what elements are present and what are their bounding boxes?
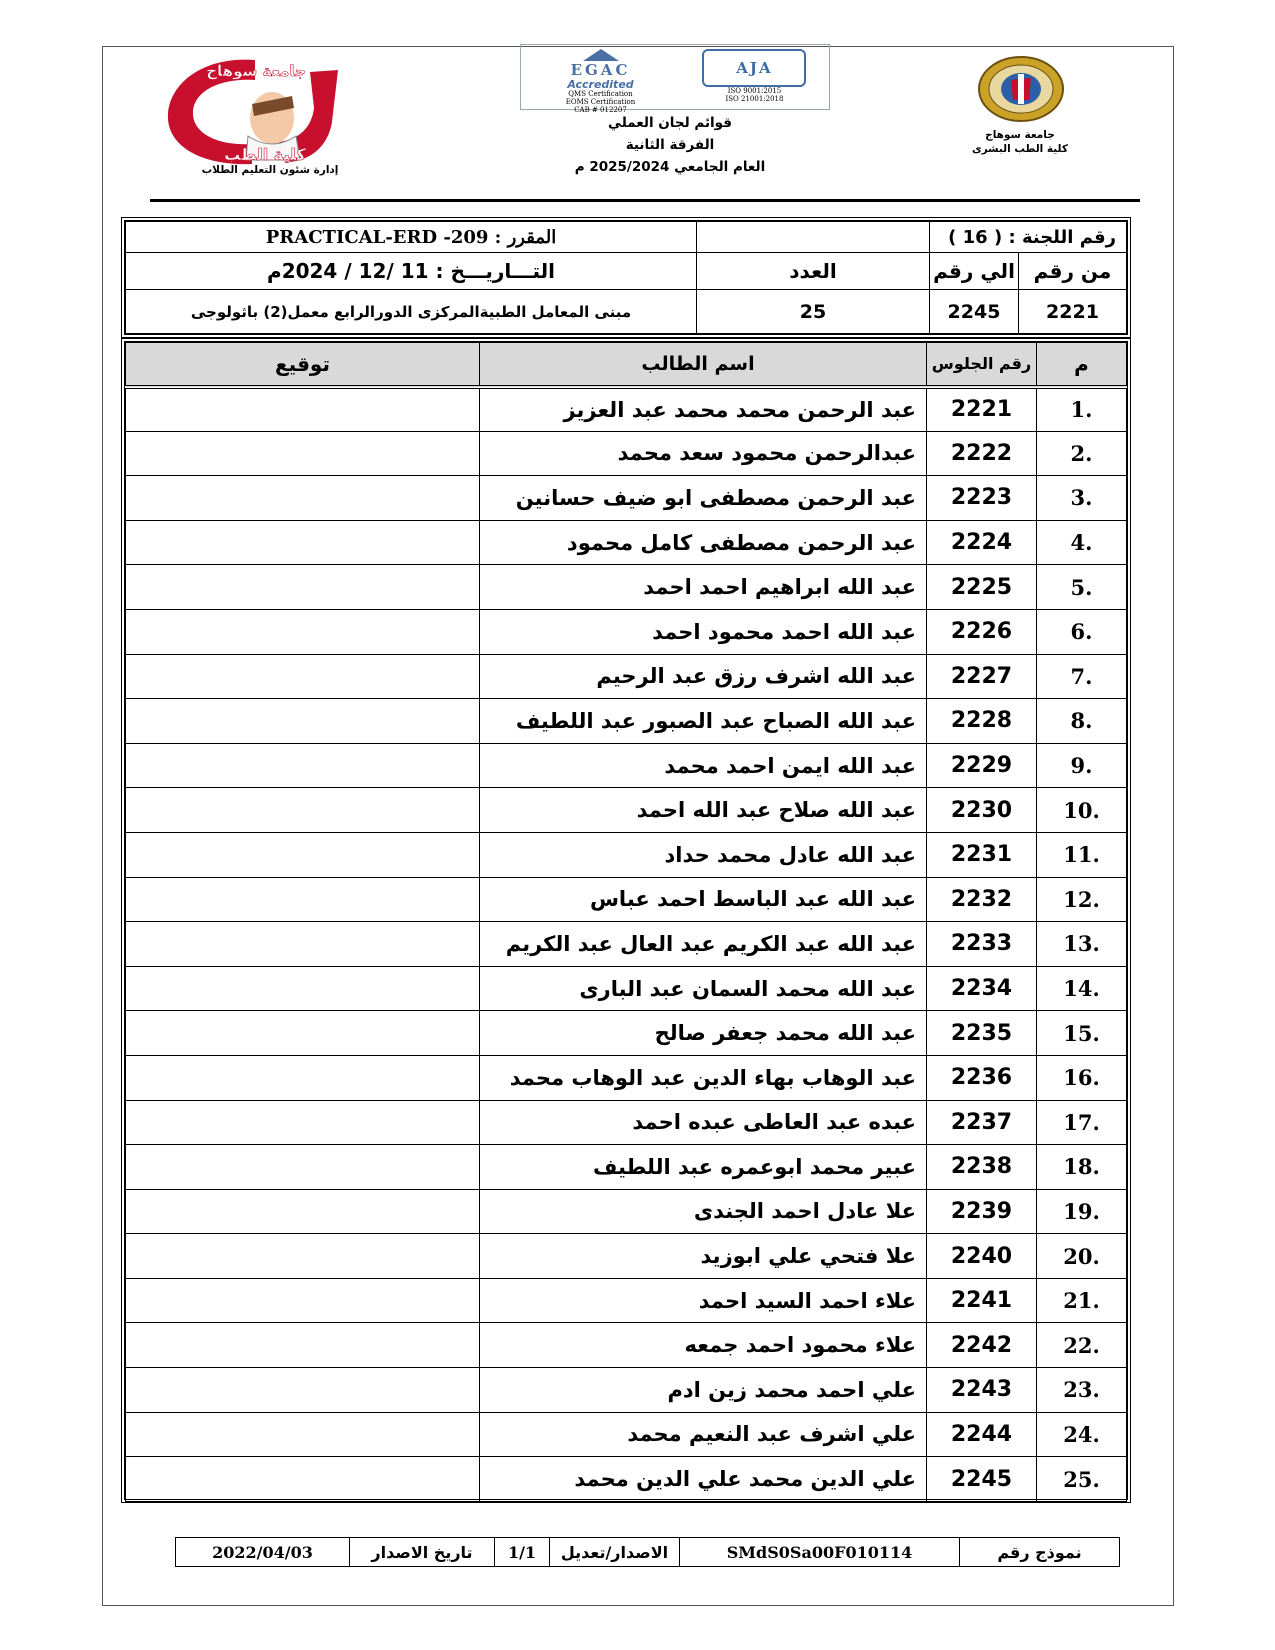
issue-date-value: 2022/04/03 [176, 1538, 350, 1567]
student-name: علي الدين محمد علي الدين محمد [480, 1457, 927, 1502]
to-number-value: 2245 [930, 290, 1019, 334]
row-index: .20 [1037, 1234, 1127, 1279]
row-index: .25 [1037, 1457, 1127, 1502]
seat-number: 2240 [927, 1234, 1037, 1279]
col-header-name: اسم الطالب [480, 343, 927, 387]
signature-cell[interactable] [126, 565, 480, 610]
aja-line1: ISO 9001:2015 [727, 87, 782, 95]
right-sub-line2: كلية الطب البشرى [972, 143, 1068, 155]
seat-number: 2229 [927, 743, 1037, 788]
student-name: عبد الرحمن محمد محمد عبد العزيز [480, 387, 927, 432]
row-index: .14 [1037, 966, 1127, 1011]
student-name: علي اشرف عبد النعيم محمد [480, 1412, 927, 1457]
row-index: .21 [1037, 1278, 1127, 1323]
student-name: عبير محمد ابوعمره عبد اللطيف [480, 1145, 927, 1190]
signature-cell[interactable] [126, 387, 480, 432]
signature-cell[interactable] [126, 743, 480, 788]
egac-line2: EOMS Certification [565, 98, 636, 106]
signature-cell[interactable] [126, 1234, 480, 1279]
committee-info [121, 217, 1131, 338]
version-label: الاصدار/تعديل [550, 1538, 680, 1567]
signature-cell[interactable] [126, 1457, 480, 1502]
table-row [126, 1278, 1127, 1323]
row-index: .13 [1037, 922, 1127, 967]
table-row [126, 966, 1127, 1011]
table-row [126, 699, 1127, 744]
row-index: .11 [1037, 832, 1127, 877]
table-row [126, 1412, 1127, 1457]
seat-number: 2244 [927, 1412, 1037, 1457]
left-subtitle: إدارة شئون التعليم الطلاب [201, 164, 339, 176]
from-number-label: من رقم [1019, 253, 1127, 290]
student-name: علا عادل احمد الجندى [480, 1189, 927, 1234]
exam-location: مبنى المعامل الطبيةالمركزى الدورالرابع معمل(2) باثولوجى [126, 290, 697, 334]
signature-cell[interactable] [126, 1145, 480, 1190]
egac-line1: QMS Certification [568, 90, 633, 98]
egac-line3: CAB # 012207 [574, 106, 627, 114]
seat-number: 2224 [927, 520, 1037, 565]
seat-number: 2236 [927, 1055, 1037, 1100]
table-row [126, 877, 1127, 922]
to-number-label: الي رقم [930, 253, 1019, 290]
student-name: عبد الله صلاح عبد الله احمد [480, 788, 927, 833]
aja-line2: ISO 21001:2018 [725, 95, 784, 103]
seat-number: 2221 [927, 387, 1037, 432]
version-value: 1/1 [495, 1538, 550, 1567]
row-index: .8 [1037, 699, 1127, 744]
document-footer [175, 1537, 1120, 1567]
row-index: .7 [1037, 654, 1127, 699]
table-row [126, 1100, 1127, 1145]
committee-number: رقم اللجنة : ( 16 ) [930, 222, 1127, 253]
student-name: عبده عبد العاطى عبده احمد [480, 1100, 927, 1145]
row-index: .10 [1037, 788, 1127, 833]
row-index: .4 [1037, 520, 1127, 565]
signature-cell[interactable] [126, 922, 480, 967]
signature-cell[interactable] [126, 1100, 480, 1145]
row-index: .9 [1037, 743, 1127, 788]
seat-number: 2231 [927, 832, 1037, 877]
form-number-value: SMdS0Sa00F010114 [680, 1538, 960, 1567]
signature-cell[interactable] [126, 1323, 480, 1368]
row-index: .2 [1037, 431, 1127, 476]
egac-badge [521, 45, 680, 114]
heading-line3: العام الجامعي 2025/2024 م [574, 159, 766, 175]
table-row [126, 1368, 1127, 1413]
egac-pyramid-icon [581, 48, 621, 62]
col-header-signature: توقيع [126, 343, 480, 387]
student-name: علاء محمود احمد جمعه [480, 1323, 927, 1368]
signature-cell[interactable] [126, 1011, 480, 1056]
table-row [126, 1457, 1127, 1502]
header-divider [150, 199, 1140, 202]
row-index: .18 [1037, 1145, 1127, 1190]
table-row [126, 743, 1127, 788]
exam-date: التـــاريـــخ : 11 /12 / 2024م [126, 253, 697, 290]
row-index: .16 [1037, 1055, 1127, 1100]
table-row [126, 476, 1127, 521]
seat-number: 2226 [927, 609, 1037, 654]
right-sub-line1: جامعة سوهاج [985, 129, 1055, 141]
table-row [126, 1055, 1127, 1100]
table-row [126, 922, 1127, 967]
signature-cell[interactable] [126, 877, 480, 922]
issue-date-label: تاريخ الاصدار [350, 1538, 495, 1567]
seat-number: 2242 [927, 1323, 1037, 1368]
table-row [126, 1011, 1127, 1056]
signature-cell[interactable] [126, 431, 480, 476]
student-name: عبد الله عادل محمد حداد [480, 832, 927, 877]
student-name: عبد الله احمد محمود احمد [480, 609, 927, 654]
student-list [121, 338, 1131, 1503]
seat-number: 2222 [927, 431, 1037, 476]
egac-title: EGAC [570, 61, 631, 79]
col-header-seat: رقم الجلوس [927, 343, 1037, 387]
count-value: 25 [697, 290, 930, 334]
signature-cell[interactable] [126, 1055, 480, 1100]
student-name: عبد الرحمن مصطفى كامل محمود [480, 520, 927, 565]
course-code: المقرر : 209- PRACTICAL-ERD [126, 222, 697, 253]
from-number-value: 2221 [1019, 290, 1127, 334]
faculty-logo-icon [160, 52, 350, 170]
student-name: عبد الله عبد الباسط احمد عباس [480, 877, 927, 922]
student-name: عبد الوهاب بهاء الدين عبد الوهاب محمد [480, 1055, 927, 1100]
row-index: .6 [1037, 609, 1127, 654]
seat-number: 2230 [927, 788, 1037, 833]
seat-number: 2233 [927, 922, 1037, 967]
signature-cell[interactable] [126, 609, 480, 654]
signature-cell[interactable] [126, 1189, 480, 1234]
table-row [126, 1323, 1127, 1368]
signature-cell[interactable] [126, 1278, 480, 1323]
university-seal-icon [975, 54, 1067, 124]
table-row [126, 788, 1127, 833]
seat-number: 2227 [927, 654, 1037, 699]
egac-accredited: Accredited [567, 78, 634, 91]
signature-cell[interactable] [126, 654, 480, 699]
student-name: عبد الرحمن مصطفى ابو ضيف حسانين [480, 476, 927, 521]
table-row [126, 1145, 1127, 1190]
seat-number: 2223 [927, 476, 1037, 521]
table-row [126, 1189, 1127, 1234]
table-row [126, 565, 1127, 610]
signature-cell[interactable] [126, 476, 480, 521]
signature-cell[interactable] [126, 699, 480, 744]
row-index: .23 [1037, 1368, 1127, 1413]
seat-number: 2241 [927, 1278, 1037, 1323]
heading-line2: الفرقة الثانية [625, 137, 715, 153]
student-name: علا فتحي علي ابوزيد [480, 1234, 927, 1279]
count-label: العدد [697, 253, 930, 290]
signature-cell[interactable] [126, 520, 480, 565]
row-index: .24 [1037, 1412, 1127, 1457]
student-name: علي احمد محمد زين ادم [480, 1368, 927, 1413]
signature-cell[interactable] [126, 966, 480, 1011]
seat-number: 2239 [927, 1189, 1037, 1234]
table-row [126, 520, 1127, 565]
row-index: .15 [1037, 1011, 1127, 1056]
right-subtitle [950, 128, 1090, 156]
row-index: .3 [1037, 476, 1127, 521]
document-heading [540, 112, 800, 178]
table-row [126, 832, 1127, 877]
signature-cell[interactable] [126, 1412, 480, 1457]
heading-line1: قوائم لجان العملي [608, 115, 732, 131]
signature-cell[interactable] [126, 832, 480, 877]
form-number-label: نموذج رقم [960, 1538, 1120, 1567]
student-name: عبد الله ابراهيم احمد احمد [480, 565, 927, 610]
row-index: .17 [1037, 1100, 1127, 1145]
seat-number: 2245 [927, 1457, 1037, 1502]
seat-number: 2225 [927, 565, 1037, 610]
row-index: .1 [1037, 387, 1127, 432]
student-name: عبد الله الصباح عبد الصبور عبد اللطيف [480, 699, 927, 744]
seat-number: 2235 [927, 1011, 1037, 1056]
aja-badge [680, 45, 829, 109]
student-name: عبد الله محمد السمان عبد البارى [480, 966, 927, 1011]
accreditation-strip [520, 44, 830, 114]
student-name: عبد الله محمد جعفر صالح [480, 1011, 927, 1056]
row-index: .19 [1037, 1189, 1127, 1234]
table-row [126, 431, 1127, 476]
signature-cell[interactable] [126, 788, 480, 833]
signature-cell[interactable] [126, 1368, 480, 1413]
seat-number: 2228 [927, 699, 1037, 744]
table-row [126, 387, 1127, 432]
table-row [126, 654, 1127, 699]
student-name: عبدالرحمن محمود سعد محمد [480, 431, 927, 476]
student-name: عبد الله اشرف رزق عبد الرحيم [480, 654, 927, 699]
svg-text:كلية الطب: كلية الطب [224, 145, 306, 164]
table-row [126, 1234, 1127, 1279]
row-index: .12 [1037, 877, 1127, 922]
seat-number: 2237 [927, 1100, 1037, 1145]
table-header-row [126, 343, 1127, 387]
student-name: عبد الله ايمن احمد محمد [480, 743, 927, 788]
table-row [126, 609, 1127, 654]
info-blank-cell [697, 222, 930, 253]
seat-number: 2232 [927, 877, 1037, 922]
student-name: علاء احمد السيد احمد [480, 1278, 927, 1323]
svg-text:جامعة سوهاج: جامعة سوهاج [206, 62, 306, 80]
col-header-index: م [1037, 343, 1127, 387]
seat-number: 2234 [927, 966, 1037, 1011]
seat-number: 2238 [927, 1145, 1037, 1190]
row-index: .5 [1037, 565, 1127, 610]
seat-number: 2243 [927, 1368, 1037, 1413]
aja-title: AJA [702, 49, 806, 87]
student-name: عبد الله عبد الكريم عبد العال عبد الكريم [480, 922, 927, 967]
row-index: .22 [1037, 1323, 1127, 1368]
